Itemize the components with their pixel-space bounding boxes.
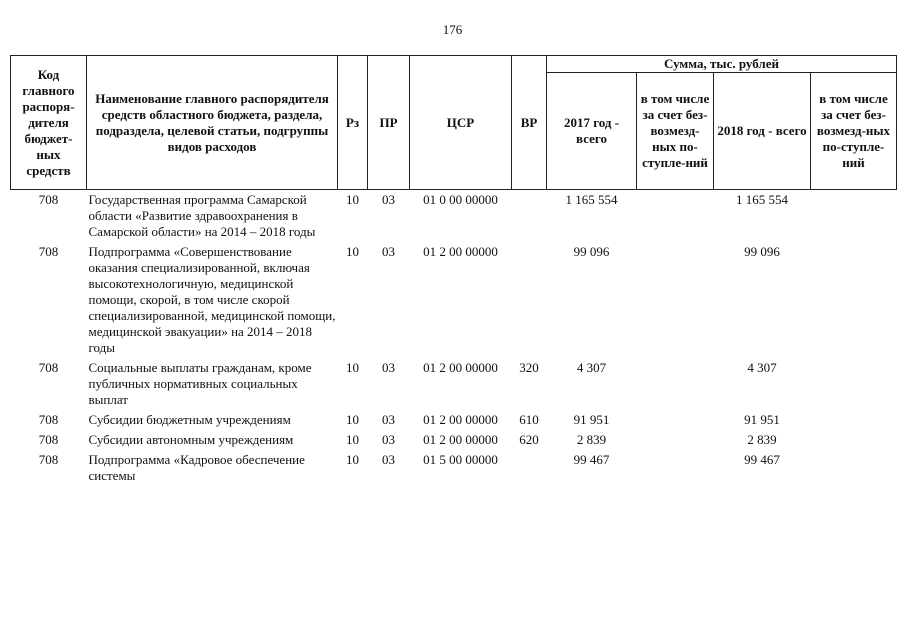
cell-sum-2018: 99 467 [744,452,780,467]
table-row [11,190,897,241]
cell-name: Подпрограмма «Кадровое обеспечение системы [88,452,305,483]
cell-csr: 01 2 00 00000 [423,432,498,447]
cell-free-2018 [811,408,897,428]
cell-code: 708 [38,412,59,427]
cell-vr: 610 [519,412,539,427]
cell-rz: 10 [346,432,359,447]
cell-vr: 320 [519,360,539,375]
cell-free-2018 [811,448,897,484]
cell-rz: 10 [346,452,359,467]
header-pr: ПР [368,56,410,190]
cell-csr: 01 2 00 00000 [423,244,498,259]
cell-pr: 03 [382,244,395,259]
header-2017-total: 2017 год - всего [547,73,637,190]
cell-code: 708 [38,244,59,259]
cell-sum-2017: 2 839 [576,432,607,447]
cell-name: Государственная программа Самарской области «Развитие здравоохранения в Самарской области» на 2014 – 2018 годы [88,192,316,239]
cell-sum-2017: 1 165 554 [565,192,618,207]
header-vr: ВР [512,56,547,190]
cell-pr: 03 [382,452,395,467]
cell-free-2018 [811,356,897,408]
cell-csr: 01 2 00 00000 [423,412,498,427]
cell-pr: 03 [382,192,395,207]
cell-free-2018 [811,190,897,241]
table-row [11,408,897,428]
cell-code: 708 [38,432,59,447]
cell-sum-2017: 4 307 [576,360,607,375]
header-2017-free: в том числе за счет без-возмезд-ных по-ступле-ний [637,73,714,190]
cell-sum-2017: 91 951 [573,412,610,427]
header-2018-total: 2018 год - всего [714,73,811,190]
header-sum: Сумма, тыс. рублей [547,56,897,73]
cell-sum-2018: 4 307 [747,360,777,375]
cell-name: Подпрограмма «Совершенствование оказания специализированной, включая высокотехнологичную, медицинской помощи, скорой, в том числе скорой специализированной, медицинской помощи, медицинской эвакуации» на 2014 – 2018 годы [88,244,336,355]
cell-sum-2017: 99 467 [573,452,610,467]
cell-code: 708 [38,192,59,207]
table-row [11,448,897,484]
header-csr: ЦСР [410,56,512,190]
cell-vr [512,190,547,241]
cell-code: 708 [38,452,59,467]
cell-free-2018 [811,240,897,356]
cell-sum-2018: 99 096 [744,244,780,259]
cell-csr: 01 2 00 00000 [423,360,498,375]
cell-vr [512,240,547,356]
cell-free-2017 [637,448,714,484]
cell-code: 708 [38,360,59,375]
cell-name: Субсидии бюджетным учреждениям [88,412,291,427]
cell-free-2017 [637,356,714,408]
table-row [11,428,897,448]
cell-csr: 01 5 00 00000 [423,452,498,467]
header-code: Код главного распоря-дителя бюджет-ных средств [11,56,87,190]
cell-csr: 01 0 00 00000 [423,192,498,207]
cell-rz: 10 [346,412,359,427]
cell-free-2018 [811,428,897,448]
cell-rz: 10 [346,192,359,207]
cell-sum-2018: 2 839 [747,432,777,447]
header-2018-free: в том числе за счет без-возмезд-ных по-ступле-ний [811,73,897,190]
cell-free-2017 [637,408,714,428]
cell-vr [512,448,547,484]
cell-name: Субсидии автономным учреждениям [88,432,294,447]
budget-table [10,55,897,484]
cell-pr: 03 [382,360,395,375]
cell-sum-2017: 99 096 [573,244,610,259]
cell-free-2017 [637,240,714,356]
cell-name: Социальные выплаты гражданам, кроме публичных нормативных социальных выплат [88,360,312,407]
cell-pr: 03 [382,412,395,427]
cell-sum-2018: 91 951 [744,412,780,427]
cell-rz: 10 [346,244,359,259]
table-row [11,356,897,408]
header-name: Наименование главного распорядителя средств областного бюджета, раздела, подраздела, целевой статьи, подгруппы видов расходов [87,56,338,190]
cell-free-2017 [637,428,714,448]
cell-pr: 03 [382,432,395,447]
cell-vr: 620 [519,432,539,447]
cell-free-2017 [637,190,714,241]
table-row [11,240,897,356]
cell-rz: 10 [346,360,359,375]
cell-sum-2018: 1 165 554 [736,192,788,207]
page-number: 176 [442,22,463,37]
header-rz: Рз [338,56,368,190]
